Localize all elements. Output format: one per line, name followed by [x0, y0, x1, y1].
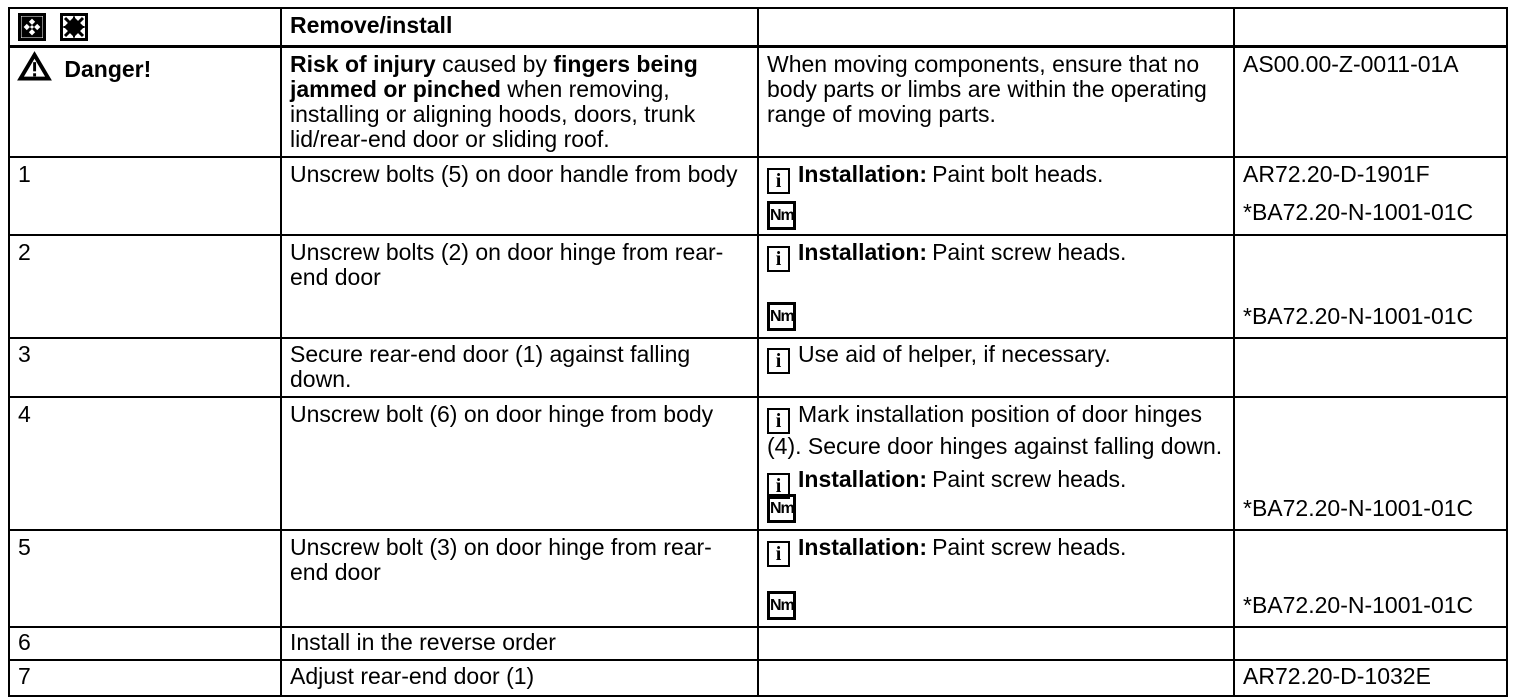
torque-nm-icon[interactable]: Nm [767, 494, 796, 523]
step-action-cell: Unscrew bolts (2) on door hinge from rear-end door [281, 235, 758, 338]
step-row-5 [9, 530, 1507, 627]
step-row-6 [9, 627, 1507, 660]
step-notes-cell [758, 397, 1234, 530]
risk-mid: caused by [435, 51, 554, 77]
step-number-cell: 1 [9, 157, 281, 235]
note-text: Paint screw heads. [932, 466, 1127, 492]
note-text: Paint screw heads. [932, 239, 1127, 265]
torque-ref[interactable]: *BA72.20-N-1001-01C [1243, 495, 1474, 521]
info-icon: i [767, 168, 790, 194]
step-refs-cell [1234, 397, 1507, 530]
step-action-cell: Install in the reverse order [281, 627, 758, 660]
info-icon: i [767, 348, 790, 374]
step-refs-cell [1234, 338, 1507, 397]
risk-rest: when removing, installing or aligning hoods, doors, trunk lid/rear-end door or sliding roof. [290, 76, 696, 152]
doc-ref[interactable]: AR72.20-D-1901F [1243, 161, 1430, 187]
danger-label-cell [9, 47, 281, 158]
risk-bold-1: Risk of injury [290, 51, 436, 77]
step-number-cell: 4 [9, 397, 281, 530]
window-controls-cell [9, 8, 281, 47]
info-icon: i [767, 541, 790, 567]
note-bold-label: Installation: [798, 534, 928, 560]
step-row-7 [9, 660, 1507, 696]
info-icon: i [767, 408, 790, 434]
column-header-remove-install: Remove/install [281, 8, 758, 47]
danger-row [9, 47, 1507, 158]
danger-note-cell: When moving components, ensure that no body parts or limbs are within the operating range of moving parts. [758, 47, 1234, 158]
step-row-3 [9, 338, 1507, 397]
step-refs-cell [1234, 660, 1507, 696]
wis-document-page [0, 7, 1520, 689]
doc-ref[interactable]: AR72.20-D-1032E [1243, 663, 1431, 689]
step-refs-cell [1234, 627, 1507, 660]
torque-ref[interactable]: *BA72.20-N-1001-01C [1243, 199, 1474, 225]
note-text: Mark installation position of door hinges (4). Secure door hinges against falling down. [767, 401, 1223, 459]
step-refs-cell [1234, 530, 1507, 627]
step-row-1 [9, 157, 1507, 235]
step-number-cell: 7 [9, 660, 281, 696]
info-icon: i [767, 473, 790, 499]
step-notes-cell [758, 235, 1234, 338]
note-bold-label: Installation: [798, 466, 928, 492]
collapse-all-button[interactable] [60, 13, 88, 41]
step-notes-cell [758, 660, 1234, 696]
torque-ref[interactable]: *BA72.20-N-1001-01C [1243, 592, 1474, 618]
note-bold-label: Installation: [798, 239, 928, 265]
expand-arrows-icon [21, 16, 43, 38]
step-number-cell: 3 [9, 338, 281, 397]
note-text: Paint screw heads. [932, 534, 1127, 560]
collapse-arrows-icon [63, 16, 85, 38]
step-notes-cell [758, 338, 1234, 397]
note-text: Use aid of helper, if necessary. [798, 341, 1111, 367]
step-row-2 [9, 235, 1507, 338]
step-row-4 [9, 397, 1507, 530]
step-action-cell: Unscrew bolt (6) on door hinge from body [281, 397, 758, 530]
step-action-cell: Unscrew bolt (3) on door hinge from rear-end door [281, 530, 758, 627]
header-notes-cell [758, 8, 1234, 47]
step-number-cell: 6 [9, 627, 281, 660]
info-icon: i [767, 246, 790, 272]
risk-bold-2: fingers being jammed or pinched [290, 51, 698, 102]
danger-risk-cell [281, 47, 758, 158]
step-action-cell: Secure rear-end door (1) against falling down. [281, 338, 758, 397]
step-action-cell: Adjust rear-end door (1) [281, 660, 758, 696]
note-text: Paint bolt heads. [932, 161, 1104, 187]
torque-nm-icon[interactable]: Nm [767, 302, 796, 331]
torque-nm-icon[interactable]: Nm [767, 591, 796, 620]
step-notes-cell [758, 157, 1234, 235]
step-notes-cell [758, 627, 1234, 660]
step-action-cell: Unscrew bolts (5) on door handle from body [281, 157, 758, 235]
header-refs-cell [1234, 8, 1507, 47]
warning-triangle-icon [18, 52, 51, 86]
torque-ref[interactable]: *BA72.20-N-1001-01C [1243, 303, 1474, 329]
step-notes-cell [758, 530, 1234, 627]
step-number-cell: 5 [9, 530, 281, 627]
torque-nm-icon[interactable]: Nm [767, 201, 796, 230]
step-refs-cell [1234, 235, 1507, 338]
danger-label: Danger! [64, 56, 152, 82]
step-refs-cell [1234, 157, 1507, 235]
step-number-cell: 2 [9, 235, 281, 338]
header-row [9, 8, 1507, 47]
note-bold-label: Installation: [798, 161, 928, 187]
expand-all-button[interactable] [18, 13, 46, 41]
danger-ref-cell[interactable]: AS00.00-Z-0011-01A [1234, 47, 1507, 158]
procedure-table [8, 7, 1508, 697]
